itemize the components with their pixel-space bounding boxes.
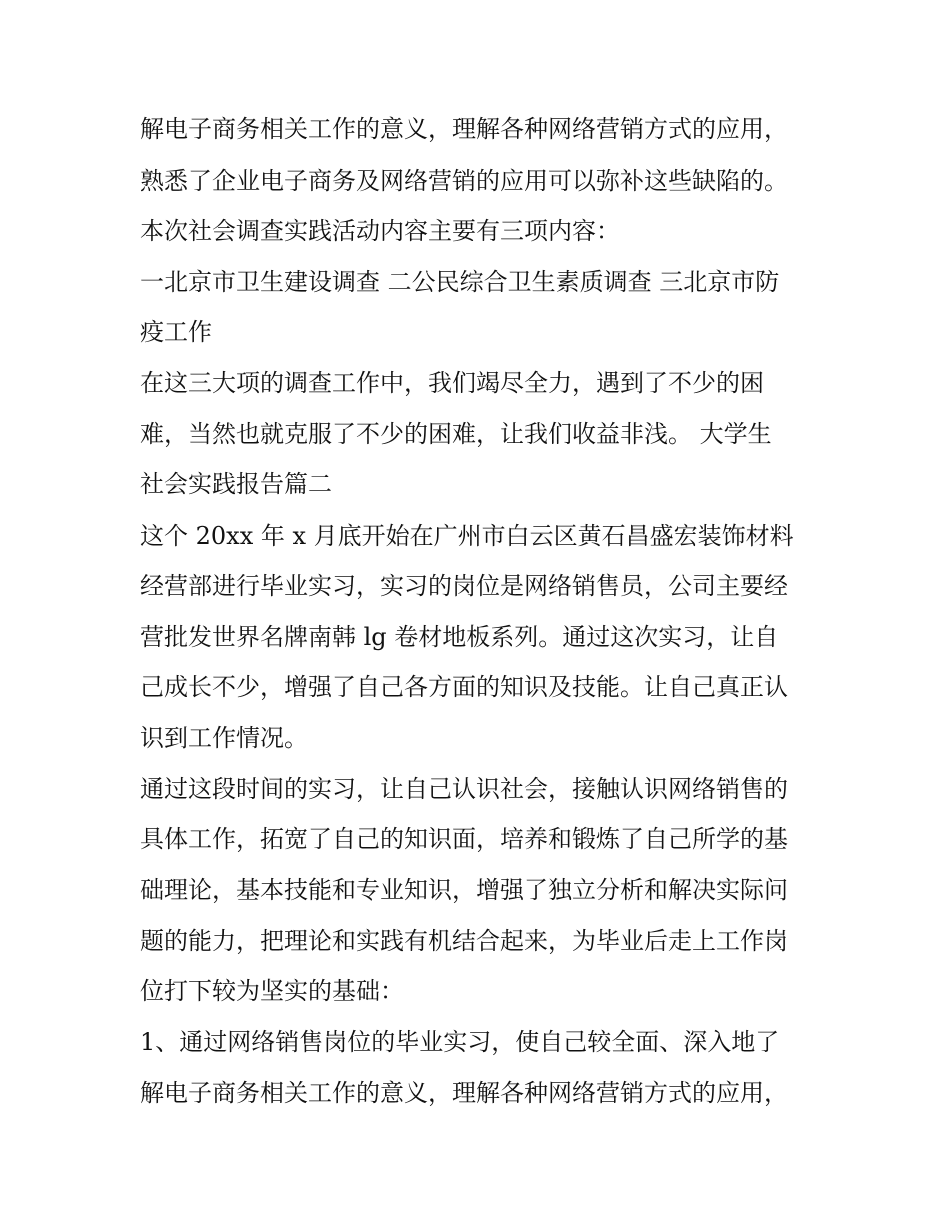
text-line: 这个 20xx 年 x 月底开始在广州市白云区黄石昌盛宏装饰材料 (140, 522, 794, 550)
text-line: 具体工作，拓宽了自己的知识面，培养和锻炼了自己所学的基 (140, 825, 788, 853)
text-line: 1、通过网络销售岗位的毕业实习，使自己较全面、深入地了 (140, 1028, 780, 1056)
text-line: 己成长不少，增强了自己各方面的知识及技能。让自己真正认 (140, 673, 788, 701)
text-line: 本次社会调查实践活动内容主要有三项内容： (140, 217, 620, 245)
text-line: 疫工作 (140, 318, 212, 346)
text-line: 通过这段时间的实习，让自己认识社会，接触认识网络销售的 (140, 775, 788, 803)
text-line: 营批发世界名牌南韩 lg 卷材地板系列。通过这次实习，让自 (140, 623, 779, 651)
text-line: 题的能力，把理论和实践有机结合起来，为毕业后走上工作岗 (140, 927, 788, 955)
text-line: 础理论，基本技能和专业知识，增强了独立分析和解决实际问 (140, 876, 788, 904)
text-line: 在这三大项的调查工作中，我们竭尽全力，遇到了不少的困 (140, 369, 764, 397)
text-line: 位打下较为坚实的基础： (140, 977, 404, 1005)
text-line: 解电子商务相关工作的意义，理解各种网络营销方式的应用， (140, 115, 788, 143)
text-line: 识到工作情况。 (140, 724, 308, 752)
text-line: 一北京市卫生建设调查 二公民综合卫生素质调查 三北京市防 (140, 268, 780, 296)
text-line: 经营部进行毕业实习，实习的岗位是网络销售员，公司主要经 (140, 572, 788, 600)
text-line: 难，当然也就克服了不少的困难，让我们收益非浅。 大学生 (140, 420, 772, 448)
text-line: 解电子商务相关工作的意义，理解各种网络营销方式的应用， (140, 1079, 788, 1107)
text-line: 熟悉了企业电子商务及网络营销的应用可以弥补这些缺陷的。 (140, 167, 788, 195)
text-line: 社会实践报告篇二 (140, 470, 332, 498)
